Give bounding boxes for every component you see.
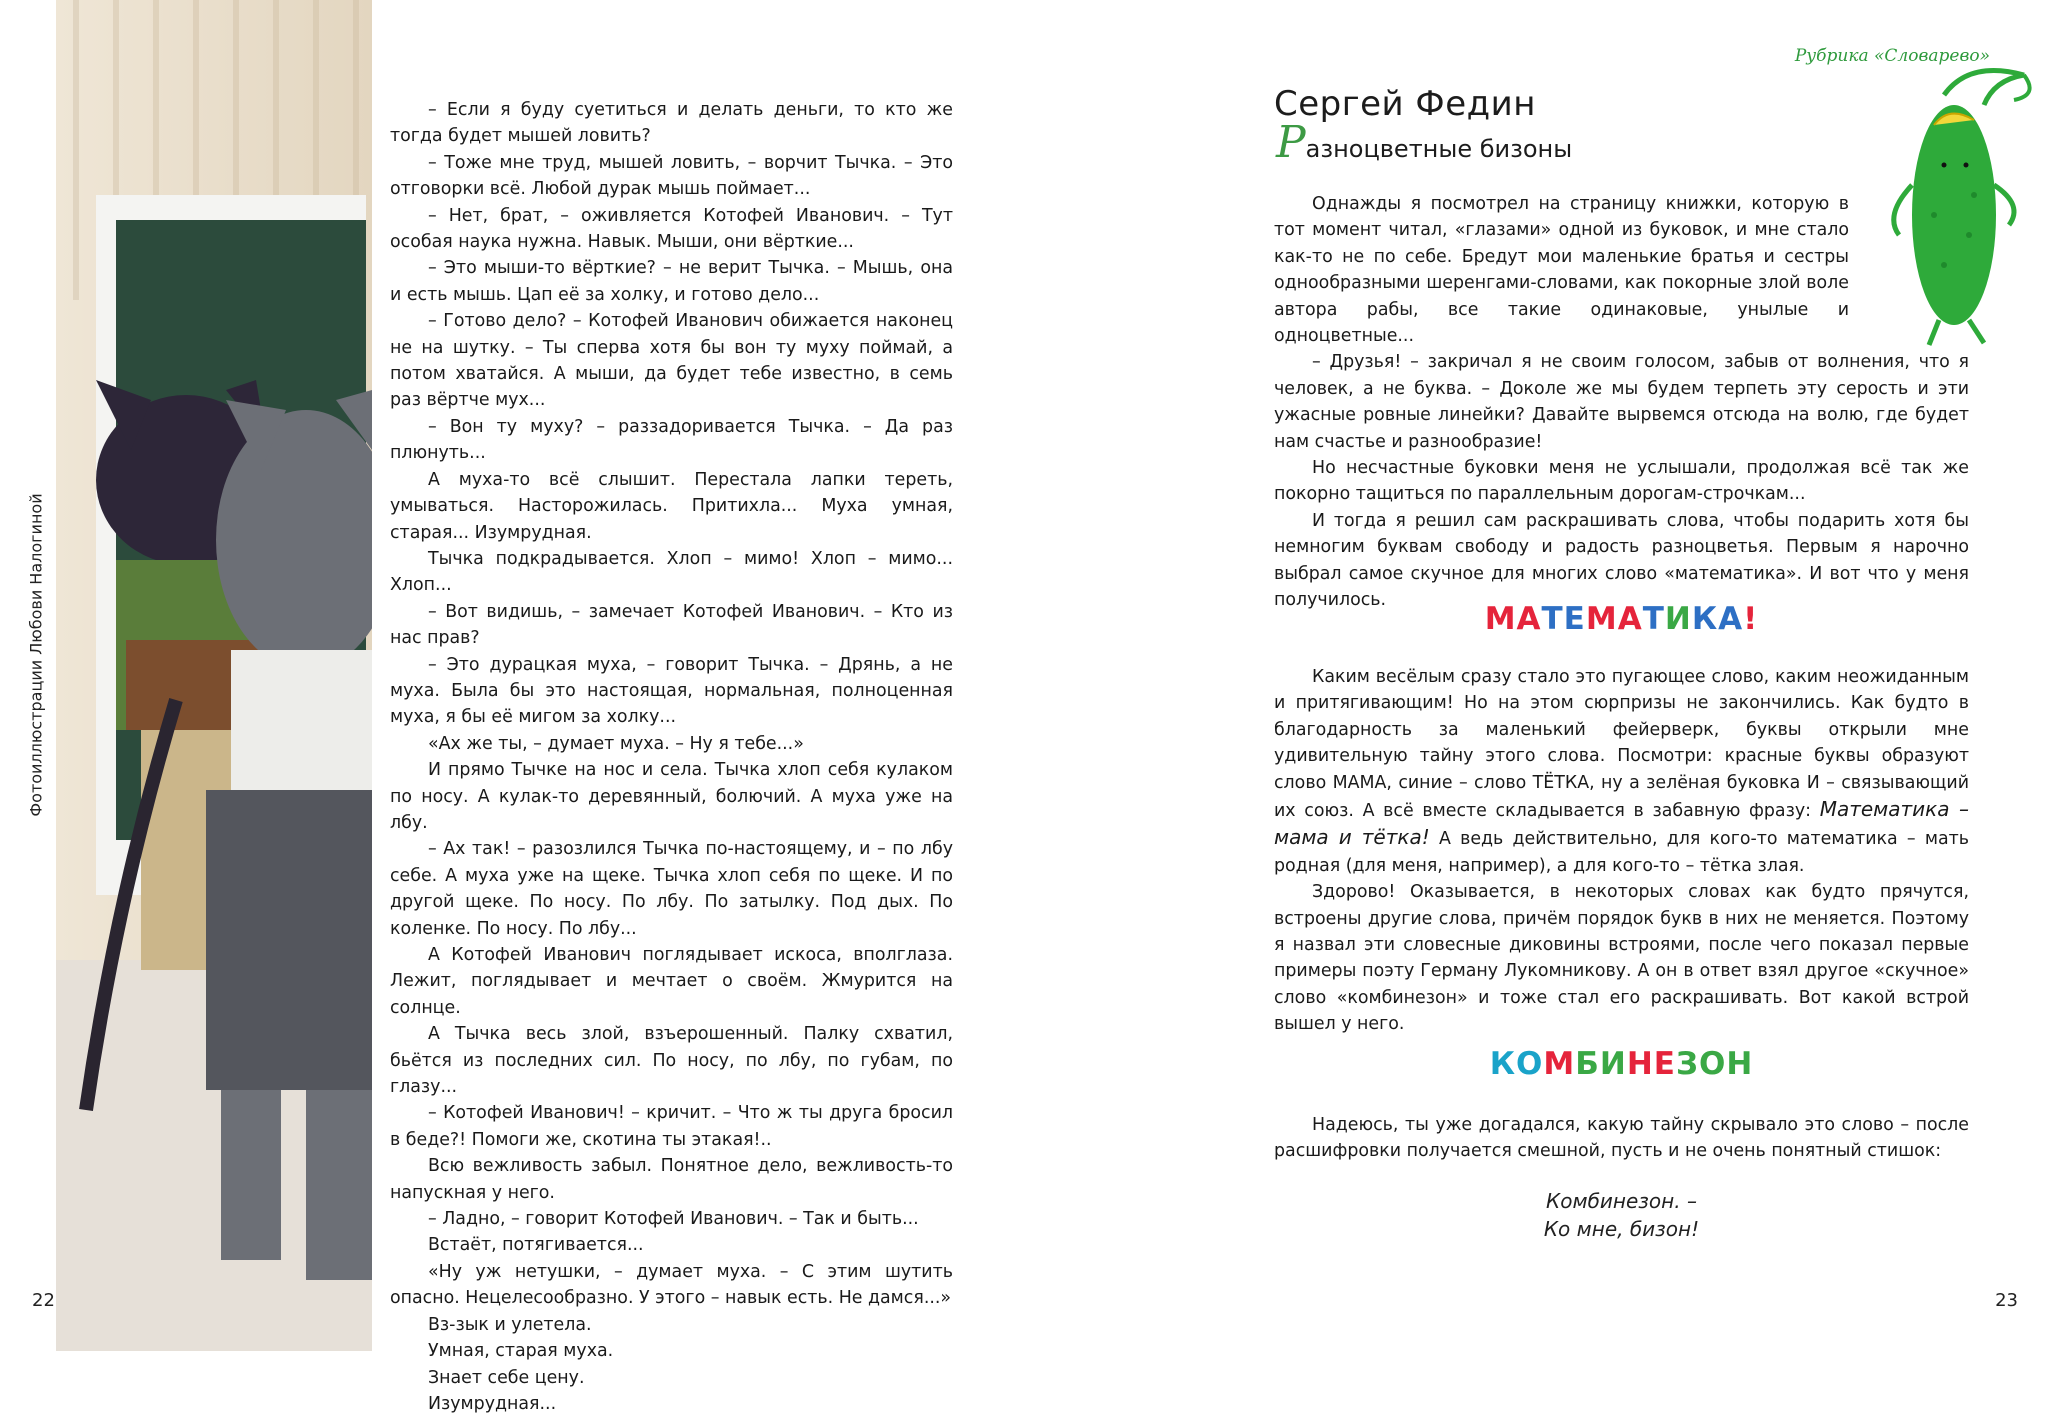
closing-text [1274,1112,1969,1165]
colored-word-matematika [1274,601,1969,637]
word-letters: ЗОН [1675,1046,1754,1082]
word-letters: ! [1743,601,1759,637]
closing-paragraph: Надеюсь, ты уже догадался, какую тайну скрывало это слово – после расшифровки получается смешной, пусть и не очень понятный стишок: [1274,1115,1969,1162]
story-paragraph: Изумрудная... [428,1393,557,1414]
story-paragraph: – Ладно, – говорит Котофей Иванович. – Так и быть... [428,1209,919,1230]
author-name: Сергей Федин [1274,84,1536,124]
page-number-left: 22 [32,1290,55,1311]
word-letters: КА [1691,601,1744,637]
story-paragraph: А муха-то всё слышит. Перестала лапки тереть, умываться. Насторожилась. Притихла... Муха умная, старая... Изумрудная. [390,469,953,543]
word-letters: БИ [1575,1046,1627,1082]
middle-text [1274,664,1969,1038]
story-paragraph: – Это мыши-то вёрткие? – не верит Тычка. – Мышь, она и есть мышь. Цап её за холку, и готово дело... [390,258,953,305]
intro-text [1274,191,1969,614]
story-paragraph: Умная, старая муха. [428,1341,614,1362]
story-paragraph: Вз-зык и улетела. [428,1314,592,1335]
story-paragraph: – Это дурацкая муха, – говорит Тычка. – Дрянь, а не муха. Была бы это настоящая, нормальная, полноценная муха, я бы её мигом за холку... [390,654,953,728]
intro-paragraph: – Друзья! – закричал я не своим голосом, забыв от волнения, что я человек, а не буква. – Доколе же мы будем терпеть эту серость и эти ужасные ровные линейки? Давайте вырвемся отсюда на волю, где будет нам счастье и разнообразие! [1274,352,1969,452]
page-number-right: 23 [1995,1290,2018,1311]
story-paragraph: – Вот видишь, – замечает Котофей Иванович. – Кто из нас прав? [390,601,953,649]
middle-paragraph: Здорово! Оказывается, в некоторых словах как будто прячутся, встроены другие слова, причём порядок букв в них не меняется. Поэтому я назвал эти словесные диковины встроями, после чего показал первые примеры поэту Герману Лукомникову. А он в ответ взял другое «скучное» слово «комбинезон» и тоже стал его раскрашивать. Вот какой встрой вышел у него. [1274,882,1969,1035]
toy-cats-photo [56,0,372,1351]
word-letters: ТЕ [1541,601,1586,637]
intro-paragraph: И тогда я решил сам раскрашивать слова, чтобы подарить хотя бы немногим буквам свободу и радость разноцветья. Первым я нарочно выбрал самое скучное для многих слово «математика». И вот что у меня получилось. [1274,510,1969,611]
photo-caption [24,490,48,820]
story-paragraph: А Котофей Иванович поглядывает искоса, вполглаза. Лежит, поглядывает и мечтает о своём. Жмурится на солнце. [390,945,953,1018]
colored-word-kombinezon [1274,1046,1969,1082]
story-paragraph: «Ах же ты, – думает муха. – Ну я тебе...» [428,733,804,754]
toy-cats-illustration [56,0,372,1351]
intro-paragraph: Но несчастные буковки меня не услышали, продолжая всё так же покорно тащиться по параллельным дорогам-строчкам... [1274,458,1969,505]
photo-caption-text: Фотоиллюстрации Любови Налогиной [26,493,46,817]
word-letters: КО [1489,1046,1544,1082]
story-paragraph: «Ну уж нетушки, – думает муха. – С этим шутить опасно. Нецелесообразно. У этого – навык есть. Не дамся...» [390,1261,953,1309]
story-paragraph: И прямо Тычке на нос и села. Тычка хлоп себя кулаком по носу. А кулак-то деревянный, болючий. А муха уже на лбу. [390,760,953,833]
intro-paragraph: Однажды я посмотрел на страницу книжки, которую в тот момент читал, «глазами» одной из буковок, и мне стало как-то не по себе. Бредут мои маленькие братья и сестры однообразными шеренгами-словами, как покорные злой воле автора рабы, все такие одинаковые, унылые и одноцветные... [1274,194,1849,347]
story-paragraph: Знает себе цену. [428,1367,585,1388]
word-letters: НЕ [1626,1046,1676,1082]
story-paragraph: – Вон ту муху? – раззадоривается Тычка. – Да раз плюнуть... [390,416,953,464]
article-title [1276,117,1573,168]
poem [1274,1187,1969,1243]
poem-line: Ко мне, бизон! [1543,1217,1700,1241]
title-initial: Р [1276,117,1306,168]
word-letters: И [1664,601,1692,637]
story-paragraph: – Нет, брат, – оживляется Котофей Иванович. – Тут особая наука нужна. Навык. Мыши, они вёрткие... [390,205,953,253]
rubric-label: Рубрика «Словарево» [1794,46,1990,66]
word-letters: Т [1642,601,1665,637]
right-page [1024,0,2048,1351]
middle-paragraph [1274,664,1969,879]
story-text [390,97,953,1417]
story-paragraph: – Если я буду суетиться и делать деньги, то кто же тогда будет мышей ловить? [390,100,953,147]
story-paragraph: – Тоже мне труд, мышей ловить, – ворчит Тычка. – Это отговорки всё. Любой дурак мышь поймает... [390,152,953,200]
word-letters: МА [1585,601,1643,637]
middle-text-end: А ведь действительно, для кого-то математика – мать родная (для меня, например), а для кого-то – тётка злая. [1274,829,1970,876]
middle-text-italic: Математика – мама и тётка! [1274,797,1970,850]
middle-text-start: Каким весёлым сразу стало это пугающее слово, каким неожиданным и притягивающим! Но на этом сюрпризы не закончились. Как будто в благодарность за маленький фейерверк, буквы открыли мне удивительную тайну этого слова. Посмотри: красные буквы образуют слово МАМА, синие – слово ТЁТКА, ну а зелёная буковка И – связывающий их союз. А всё вместе складывается в забавную фразу: [1274,667,1969,822]
story-paragraph: Тычка подкрадывается. Хлоп – мимо! Хлоп – мимо... Хлоп... [390,548,953,596]
story-paragraph: Встаёт, потягивается... [428,1235,644,1256]
word-letters: М [1543,1046,1576,1082]
story-paragraph: Всю вежливость забыл. Понятное дело, вежливость-то напускная у него. [390,1156,953,1203]
story-paragraph: – Котофей Иванович! – кричит. – Что ж ты друга бросил в беде?! Помоги же, скотина ты этакая!.. [390,1103,953,1150]
title-rest: азноцветные бизоны [1305,135,1573,163]
story-paragraph: А Тычка весь злой, взъерошенный. Палку схватил, бьётся из последних сил. По носу, по лбу, по губам, по глазу... [390,1024,953,1098]
story-paragraph: – Ах так! – разозлился Тычка по-настоящему, и – по лбу себе. А муха уже на щеке. Тычка хлоп себя по щеке. И по другой щеке. По носу. По лбу. По затылку. Под дых. По коленке. По носу. По лбу... [390,839,953,939]
word-letters: МА [1484,601,1542,637]
left-page [0,0,1024,1414]
poem-line: Комбинезон. – [1546,1189,1697,1213]
story-paragraph: – Готово дело? – Котофей Иванович обижается наконец не на шутку. – Ты сперва хотя бы вон ту муху поймай, а потом хватайся. А мыши, да будет тебе известно, в семь раз вёртче мух... [390,311,953,411]
